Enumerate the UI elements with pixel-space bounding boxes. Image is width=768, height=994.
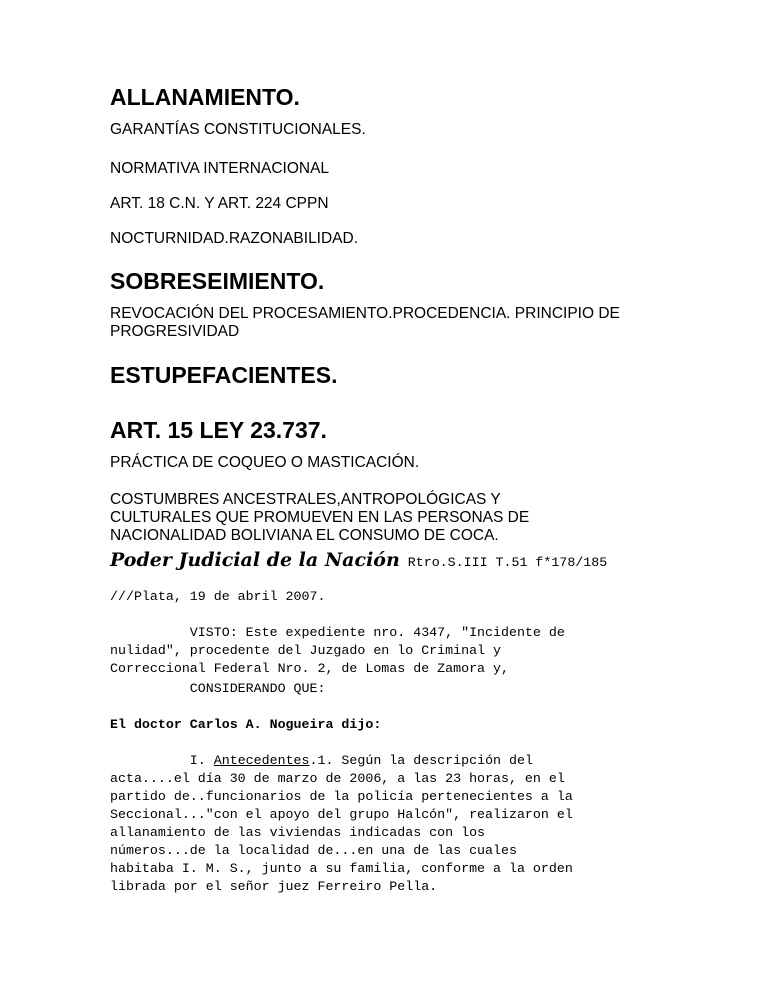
heading-art15: ART. 15 LEY 23.737.: [110, 417, 327, 443]
record-reference: Rtro.S.III T.51 f*178/185: [399, 555, 608, 570]
antecedentes-term: Antecedentes: [213, 753, 310, 768]
court-brand: Poder Judicial de la Nación: [110, 549, 400, 571]
considerando-line: CONSIDERANDO QUE:: [110, 681, 326, 696]
caption-nocturnidad: NOCTURNIDAD.RAZONABILIDAD.: [110, 230, 359, 247]
date-line: ///Plata, 19 de abril 2007.: [110, 589, 326, 604]
heading-sobreseimiento: SOBRESEIMIENTO.: [110, 268, 325, 294]
caption-practica: PRÁCTICA DE COQUEO O MASTICACIÓN.: [110, 454, 420, 471]
paragraph-text: .1. Según la descripción del acta....el día 30 de marzo de 2006, a las 23 horas, en el partido de..funcionarios de la policía pertenecientes a la Seccional..."con el apoyo del grupo Halcón", realizaron el allanamiento de las viviendas indicadas con los números...de la localidad de...en una de las cuales habitaba I. M. S., junto a su familia, conforme a la orden librada por el señor juez Ferreiro Pella.: [110, 753, 573, 894]
caption-garantias: GARANTÍAS CONSTITUCIONALES.: [110, 121, 366, 138]
caption-revocacion: REVOCACIÓN DEL PROCESAMIENTO.PROCEDENCIA. PRINCIPIO DE PROGRESIVIDAD: [110, 305, 620, 340]
visto-paragraph: VISTO: Este expediente nro. 4347, "Incidente de nulidad", procedente del Juzgado en lo Criminal y Correccional Federal Nro. 2, de Lomas de Zamora y,: [110, 625, 565, 676]
document-header: [110, 551, 670, 572]
heading-allanamiento: ALLANAMIENTO.: [110, 84, 300, 110]
heading-estupefacientes: ESTUPEFACIENTES.: [110, 362, 338, 388]
caption-art18: ART. 18 C.N. Y ART. 224 CPPN: [110, 195, 329, 212]
paragraph-lead: I.: [110, 753, 214, 768]
antecedentes-paragraph: [110, 752, 670, 896]
caption-costumbres: COSTUMBRES ANCESTRALES,ANTROPOLÓGICAS Y CULTURALES QUE PROMUEVEN EN LAS PERSONAS DE NACIONALIDAD BOLIVIANA EL CONSUMO DE COCA.: [110, 491, 530, 544]
caption-normativa: NORMATIVA INTERNACIONAL: [110, 160, 330, 177]
speaker-line: El doctor Carlos A. Nogueira dijo:: [110, 717, 382, 732]
